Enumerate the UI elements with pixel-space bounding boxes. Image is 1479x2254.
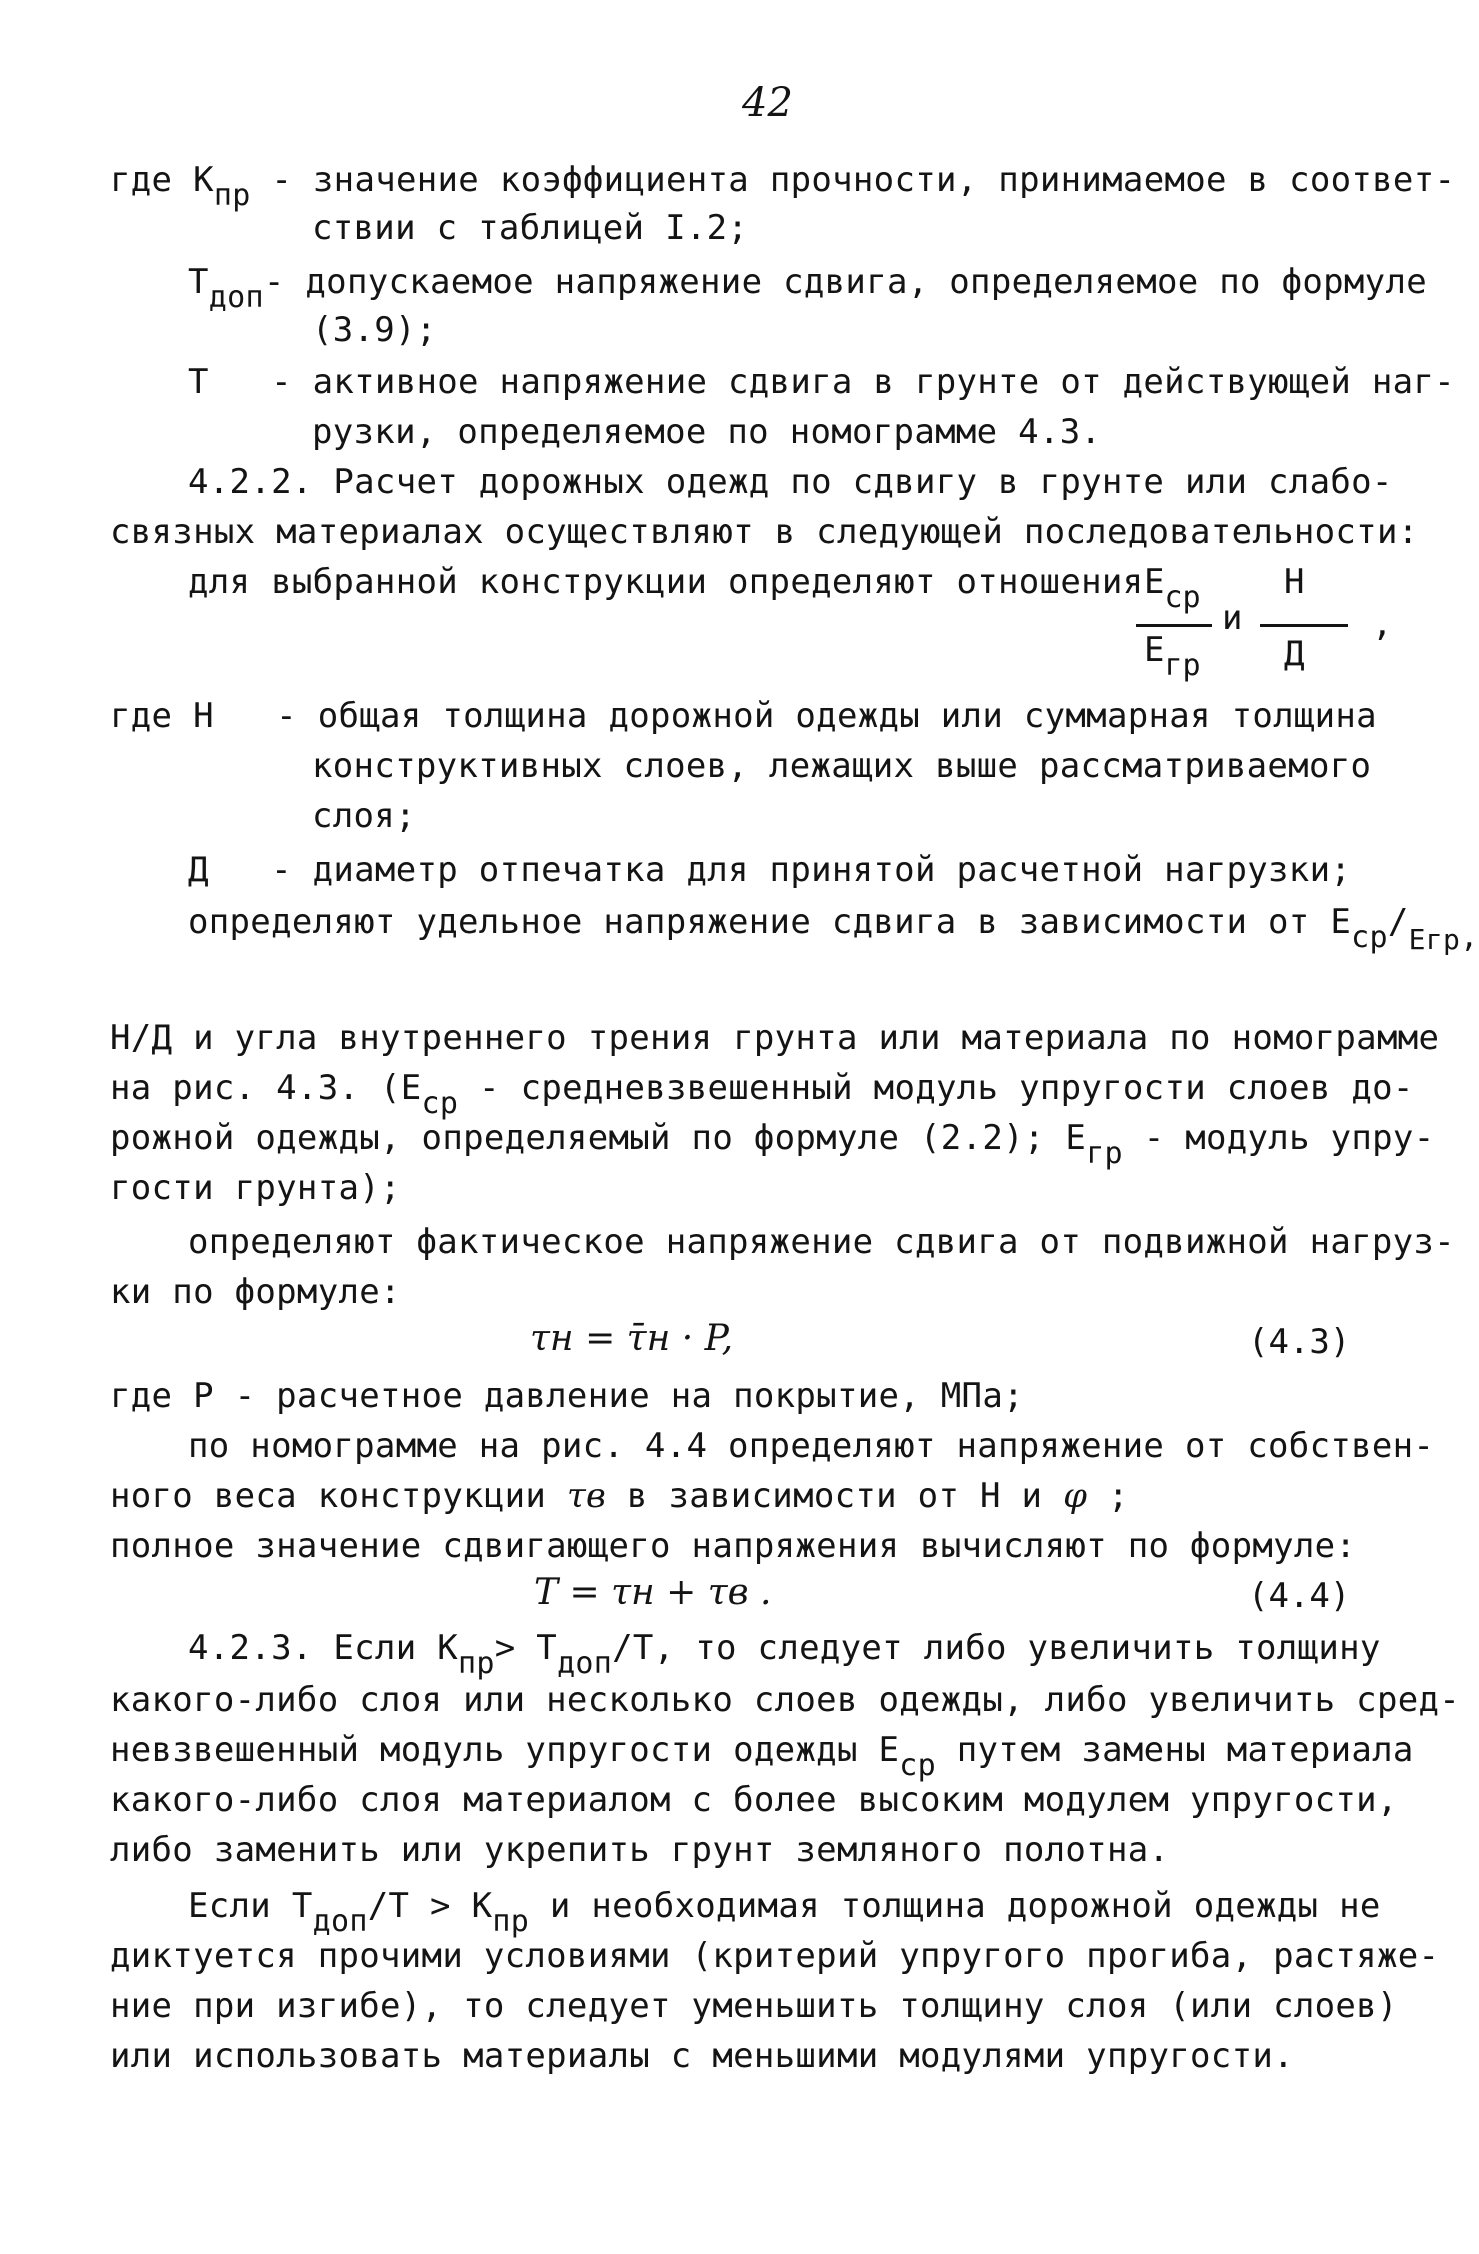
- text-line: где Н - общая толщина дорожной одежды или суммарная толщина: [110, 696, 1377, 736]
- page-number: 42: [742, 80, 793, 126]
- punctuation: ,: [1372, 604, 1393, 644]
- fraction-bar: [1260, 624, 1348, 627]
- fraction-denominator: Егр: [1144, 630, 1201, 683]
- text-line: гости грунта);: [110, 1168, 401, 1208]
- conjunction: и: [1222, 598, 1243, 638]
- text-line: по номограмме на рис. 4.4 определяют напряжение от собствен-: [188, 1426, 1435, 1466]
- fraction-bar: [1136, 624, 1212, 627]
- text-line: полное значение сдвигающего напряжения вычисляют по формуле:: [110, 1526, 1357, 1566]
- text-line: ного веса конструкции τв в зависимости от Н и φ ;: [110, 1476, 1129, 1516]
- fraction-denominator: Д: [1284, 634, 1305, 674]
- text-line: рузки, определяемое по номограмме 4.3.: [312, 412, 1102, 452]
- text-line: какого-либо слоя материалом с более высоким модулем упругости,: [110, 1780, 1398, 1820]
- equation-4-3: τн = τ̄н · P,: [530, 1318, 734, 1359]
- text-line: или использовать материалы с меньшими модулями упругости.: [110, 2036, 1294, 2076]
- text-line: Д - диаметр отпечатка для принятой расчетной нагрузки;: [188, 850, 1352, 890]
- text-line: Н/Д и угла внутреннего трения грунта или материала по номограмме: [110, 1018, 1440, 1058]
- text-line: 4.2.2. Расчет дорожных одежд по сдвигу в грунте или слабо-: [188, 462, 1393, 502]
- text-line: Если Тдоп/Т > Кпр и необходимая толщина дорожной одежды не: [188, 1886, 1381, 1939]
- text-line: невзвешенный модуль упругости одежды Еср путем замены материала: [110, 1730, 1414, 1783]
- text-line: для выбранной конструкции определяют отношения: [188, 562, 1144, 602]
- text-line: диктуется прочими условиями (критерий упругого прогиба, растяже-: [110, 1936, 1440, 1976]
- text-line: ние при изгибе), то следует уменьшить толщину слоя (или слоев): [110, 1986, 1398, 2026]
- text-line: определяют удельное напряжение сдвига в зависимости от Еср/$_{Егр}$,: [188, 902, 1479, 956]
- text-line: на рис. 4.3. (Еср - средневзвешенный модуль упругости слоев до-: [110, 1068, 1414, 1121]
- text-line: ки по формуле:: [110, 1272, 401, 1312]
- text-line: где Кпр - значение коэффициента прочности, принимаемое в соответ-: [110, 160, 1456, 213]
- fraction-numerator: Еср: [1144, 562, 1201, 615]
- text-line: определяют фактическое напряжение сдвига от подвижной нагруз-: [188, 1222, 1455, 1262]
- text-line: Тдоп- допускаемое напряжение сдвига, определяемое по формуле: [188, 262, 1427, 315]
- text-line: какого-либо слоя или несколько слоев одежды, либо увеличить сред-: [110, 1680, 1461, 1720]
- text-line: (3.9);: [312, 310, 437, 350]
- text-line: рожной одежды, определяемый по формуле (2.2); Егр - модуль упру-: [110, 1118, 1435, 1171]
- text-line: ствии с таблицей I.2;: [312, 208, 749, 248]
- text-line: слоя;: [312, 796, 416, 836]
- equation-number: (4.3): [1248, 1322, 1351, 1362]
- text-line: где Р - расчетное давление на покрытие, МПа;: [110, 1376, 1024, 1416]
- fraction-numerator: Н: [1284, 562, 1305, 602]
- text-line: конструктивных слоев, лежащих выше рассматриваемого: [312, 746, 1372, 786]
- text-line: 4.2.3. Если Кпр> Тдоп/Т, то следует либо увеличить толщину: [188, 1628, 1381, 1681]
- text-line: Т - активное напряжение сдвига в грунте от действующей наг-: [188, 362, 1455, 402]
- equation-number: (4.4): [1248, 1576, 1351, 1616]
- equation-4-4: Т = τн + τв .: [534, 1572, 772, 1613]
- text-line: либо заменить или укрепить грунт земляного полотна.: [110, 1830, 1170, 1870]
- text-line: связных материалах осуществляют в следующей последовательности:: [110, 512, 1419, 552]
